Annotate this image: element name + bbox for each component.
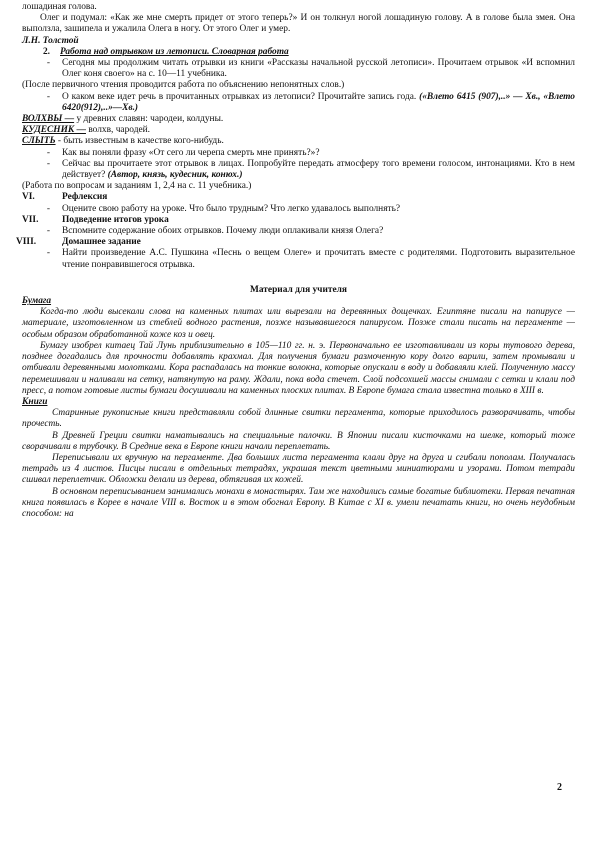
list-item <box>22 204 575 215</box>
list-item <box>22 159 575 181</box>
item-number: 2. <box>42 46 50 57</box>
list-item-text: Как вы поняли фразу «От сего ли черепа смерть мне принять?»? <box>62 147 320 158</box>
paragraph: Когда-то люди высекали слова на каменных плитах или вырезали на деревянных дощечках. Египтяне писали на папирусе — материале, изготовленном из стеблей водного растения, позже называвшегося папирусом. Позже стали писать на пергаменте — особым образом обработанной коже коз и овец. <box>22 307 575 340</box>
paragraph: В Древней Греции свитки наматывались на специальные палочки. В Японии писали кисточками на шелке, который тоже сворачивали в трубочку. В Средние века в Европе книги начали переплетать. <box>22 430 575 452</box>
section-title: Подведение итогов урока <box>62 214 169 225</box>
text-line: лошадиная голова. <box>22 2 97 12</box>
spacer <box>22 271 575 285</box>
numbered-item <box>22 47 575 58</box>
section-number: VII. <box>22 214 39 225</box>
list-item <box>22 226 575 237</box>
note: (Работа по вопросам и заданиям 1, 2,4 на с. 11 учебника.) <box>22 181 252 192</box>
teacher-heading: Материал для учителя <box>250 284 347 295</box>
list-item-text: Найти произведение А.С. Пушкина «Песнь о вещем Олеге» и прочитать вместе с родителями. Подготовить выразительное чтение понравившегося отрывка. <box>62 248 575 270</box>
subsection-title-paper: Бумага <box>22 296 52 307</box>
list-item-text <box>62 159 575 181</box>
vocab-term: ВОЛХВЫ — <box>22 114 75 125</box>
section-heading <box>16 237 575 248</box>
section-heading <box>22 192 575 203</box>
section-title: Рефлексия <box>62 192 108 203</box>
answer-text: («Влето 6415 (907),..» — Хв., «Влето 6420(912),..»—Хв.) <box>62 91 575 113</box>
vocab-definition: у древних славян: чародеи, колдуны. <box>76 114 224 125</box>
dash-marker: - <box>46 58 50 69</box>
dash-marker: - <box>46 203 50 214</box>
question-text: Сейчас вы прочитаете этот отрывок в лицах. Попробуйте передать атмосферу того времени голосом, интонациями. Кто в нем действует? <box>62 158 575 181</box>
paragraph: В основном переписыванием занимались монахи в монастырях. Там же находились самые богатые библиотеки. Первая печатная книга появилась в Корее в начале VIII в. Восток и в этом обогнал Европу. В Китае с XI в. умели печатать книги, но очень неудобным способом: на <box>22 486 575 519</box>
question-text: О каком веке идет речь в прочитанных отрывках из летописи? Прочитайте запись года. <box>62 91 417 102</box>
vocab-entry <box>22 125 575 136</box>
list-item-text: Сегодня мы продолжим читать отрывки из книги «Рассказы начальной русской летописи». Прочитаем отрывок «И вспомнил Олег коня своего» на с. 10—11 учебника. <box>62 58 575 80</box>
paragraph: Переписывали их вручную на пергаменте. Два больших листа пергамента клали друг на друга и сгибали пополам. Получалась тетрадь из 4 листов. Писцы писали в отдельных тетрадях, украшая текст цветными миниатюрами и узорами. Потом тетради сшивал переплетчик. Обложки делали из дерева, обтягивая их кожей. <box>22 452 575 486</box>
list-item <box>22 92 575 114</box>
section-number: VI. <box>22 192 35 203</box>
subsection-title-books: Книги <box>22 396 48 407</box>
section-number: VIII. <box>16 237 37 248</box>
list-item <box>22 248 575 270</box>
list-item-text <box>62 92 575 114</box>
paragraph: Старинные рукописные книги представляли собой длинные свитки пергамента, которые приходилось разворачивать, чтобы прочесть. <box>22 408 575 430</box>
dash-marker: - <box>46 248 50 259</box>
vocab-definition: волхв, чародей. <box>88 125 150 136</box>
dash-marker: - <box>46 147 50 158</box>
item-title: Работа над отрывком из летописи. Словарная работа <box>60 46 289 57</box>
dash-marker: - <box>46 158 50 169</box>
vocab-entry <box>22 114 575 125</box>
list-item-text: Вспомните содержание обоих отрывков. Почему люди оплакивали князя Олега? <box>62 226 384 237</box>
document-page <box>16 2 575 520</box>
list-item <box>22 148 575 159</box>
story-paragraph: Олег и подумал: «Как же мне смерть придет от этого теперь?» И он толкнул ногой лошадиную голову. А в голове была змея. Она выползла, зашипела и ужалила Олега в ногу. От этого Олег и умер. <box>22 13 575 35</box>
page-number: 2 <box>557 782 562 793</box>
section-heading <box>22 215 575 226</box>
vocab-entry <box>22 136 575 147</box>
section-title: Домашнее задание <box>62 237 141 248</box>
vocab-definition: - быть известным в качестве кого-нибудь. <box>57 136 224 147</box>
author-signature: Л.Н. Толстой <box>22 35 79 46</box>
answer-text: (Автор, князь, кудесник, конюх.) <box>107 170 243 181</box>
vocab-term: КУДЕСНИК — <box>22 125 86 136</box>
dash-marker: - <box>46 91 50 102</box>
list-item-text: Оцените свою работу на уроке. Что было трудным? Что легко удавалось выполнять? <box>62 203 401 214</box>
paragraph: Бумагу изобрел китаец Тай Лунь приблизительно в 105—110 гг. н. э. Первоначально ее изготавливали из коры тутового дерева, позднее догадались для прочности добавлять крахмал. Для получения бумаги размоченную кору долго варили, затем промывали и отбивали деревянными молотками. Кора распадалась на тонкие волокна, которые опускали в воду и добавляли клей. Полученную массу перемешивали и наливали на сетку, натянутую на раму. Ждали, пока вода стечет. Слой подсохшей массы снимали с сетки и клали под пресс, а потом готовые листы бумаги досушивали на каменных плоских плитах. В Европе бумага стала известна только в XIII в. <box>22 340 575 396</box>
list-item <box>22 58 575 80</box>
vocab-term: СЛЫТЬ <box>22 136 56 147</box>
note: (После первичного чтения проводится работа по объяснению непонятных слов.) <box>22 80 345 91</box>
dash-marker: - <box>46 226 50 237</box>
